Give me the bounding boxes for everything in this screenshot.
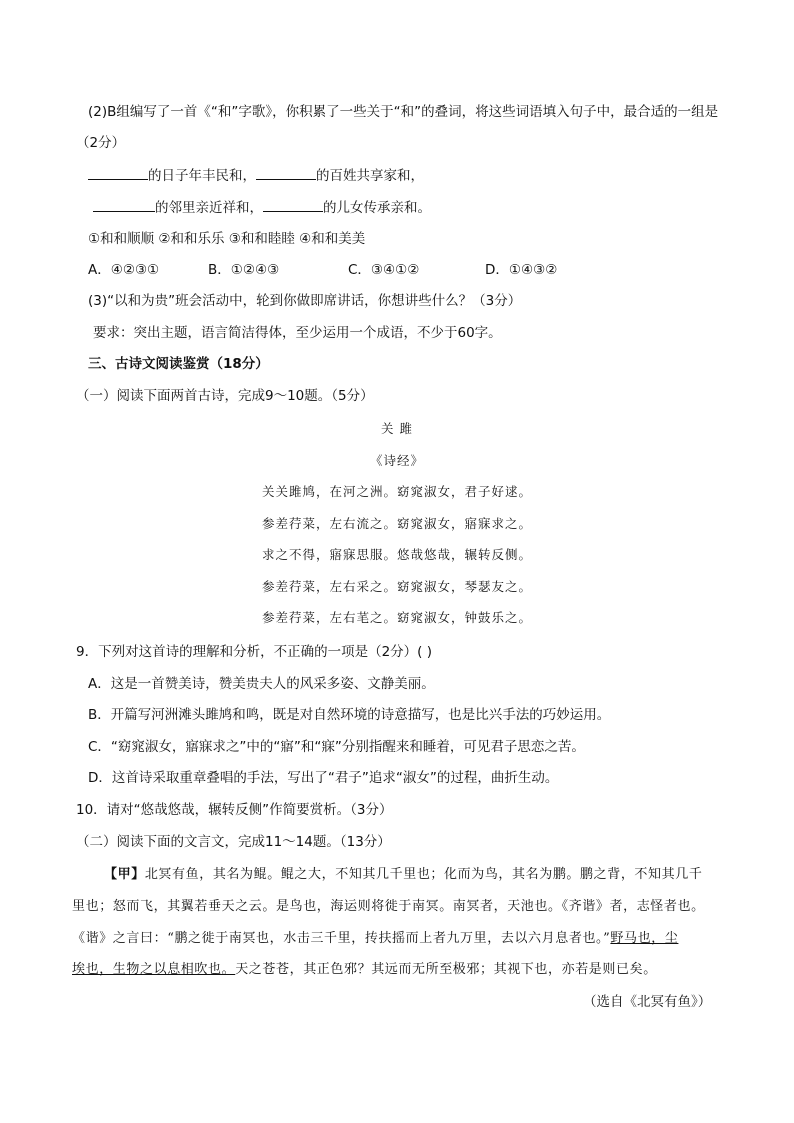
option-c[interactable]: C．③④①② <box>348 262 420 278</box>
q3-stem: (3)“以和为贵”班会活动中，轮到你做即席讲话，你想讲些什么？（3分） <box>88 293 522 309</box>
fill-text: 的儿女传承亲和。 <box>323 200 431 216</box>
poem-line: 求之不得，寤寐思服。悠哉悠哉，辗转反侧。 <box>261 547 532 562</box>
poem-line: 关关雎鸠，在河之洲。窈窕淑女，君子好逑。 <box>261 484 532 499</box>
fill-text: 的百姓共享家和， <box>316 168 424 184</box>
q2-word-list: ①和和顺顺 ②和和乐乐 ③和和睦睦 ④和和美美 <box>88 231 366 247</box>
q9-option-c[interactable]: C．“窈窕淑女，寤寐求之”中的“寤”和“寐”分别指醒来和睡着，可见君子思恋之苦。 <box>88 739 585 755</box>
poem-source: 《诗经》 <box>369 453 424 468</box>
section-3-part-2: （二）阅读下面的文言文，完成11～14题。（13分） <box>76 834 391 850</box>
q10-stem: 10．请对“悠哉悠哉，辗转反侧”作简要赏析。（3分） <box>76 802 393 818</box>
poem-line: 参差荇菜，左右采之。窈窕淑女，琴瑟友之。 <box>261 579 532 594</box>
q2-score: （2分） <box>76 135 126 151</box>
prose-line-2: 里也；怒而飞，其翼若垂天之云。是鸟也，海运则将徙于南冥。南冥者，天池也。《齐谐》者，志怪者也。 <box>72 899 705 914</box>
underlined-sentence: 野马也，尘 <box>610 931 679 946</box>
q2-stem: (2)B组编写了一首《“和”字歌》，你积累了一些关于“和”的叠词，将这些词语填入句子中，最合适的一组是 <box>88 104 719 120</box>
option-d[interactable]: D．①④③② <box>485 262 558 278</box>
prose-line-3 <box>72 929 678 949</box>
prose-source: （选自《北冥有鱼》） <box>583 994 712 1010</box>
option-a[interactable]: A．④②③① <box>88 262 160 278</box>
prose-text: 《谐》之言曰：“鹏之徙于南冥也，水击三千里，抟扶摇而上者九万里，去以六月息者也。” <box>72 931 611 946</box>
option-b[interactable]: B．①②④③ <box>208 262 280 278</box>
answer-blank[interactable] <box>256 165 316 180</box>
section-3-title: 三、古诗文阅读鉴赏（18分） <box>88 356 269 372</box>
prose-text: 天之苍苍，其正色邪？其远而无所至极邪；其视下也，亦若是则已矣。 <box>235 962 657 977</box>
prose-label: 【甲】 <box>104 867 145 882</box>
q9-option-a[interactable]: A．这是一首赞美诗，赞美贵夫人的风采多姿、文静美丽。 <box>88 676 435 692</box>
q3-requirement: 要求：突出主题，语言简洁得体，至少运用一个成语，不少于60字。 <box>93 325 502 341</box>
answer-blank[interactable] <box>88 165 148 180</box>
prose-line-4 <box>72 960 657 980</box>
section-3-part-1: （一）阅读下面两首古诗，完成9～10题。（5分） <box>76 388 374 404</box>
underlined-sentence: 埃也，生物之以息相吹也。 <box>72 962 236 977</box>
poem-line: 参差荇菜，左右芼之。窈窕淑女，钟鼓乐之。 <box>261 610 532 625</box>
answer-blank[interactable] <box>93 197 155 212</box>
fill-text: 的日子年丰民和， <box>148 168 256 184</box>
q9-stem: 9．下列对这首诗的理解和分析，不正确的一项是（2分）( ) <box>76 644 433 660</box>
prose-text: 北冥有鱼，其名为鲲。鲲之大，不知其几千里也；化而为鸟，其名为鹏。鹏之背，不知其几千 <box>144 867 703 882</box>
poem-title: 关 雎 <box>381 421 413 436</box>
poem-line: 参差荇菜，左右流之。窈窕淑女，寤寐求之。 <box>261 516 532 531</box>
q9-option-b[interactable]: B．开篇写河洲滩头雎鸠和鸣，既是对自然环境的诗意描写，也是比兴手法的巧妙运用。 <box>88 707 611 723</box>
q2-fill-line-2 <box>93 197 431 218</box>
answer-blank[interactable] <box>263 197 323 212</box>
fill-text: 的邻里亲近祥和， <box>155 200 263 216</box>
prose-line-1 <box>104 865 702 885</box>
q2-fill-line-1 <box>88 165 424 186</box>
q2-options <box>88 260 557 280</box>
q9-option-d[interactable]: D．这首诗采取重章叠唱的手法，写出了“君子”追求“淑女”的过程，曲折生动。 <box>88 770 559 786</box>
